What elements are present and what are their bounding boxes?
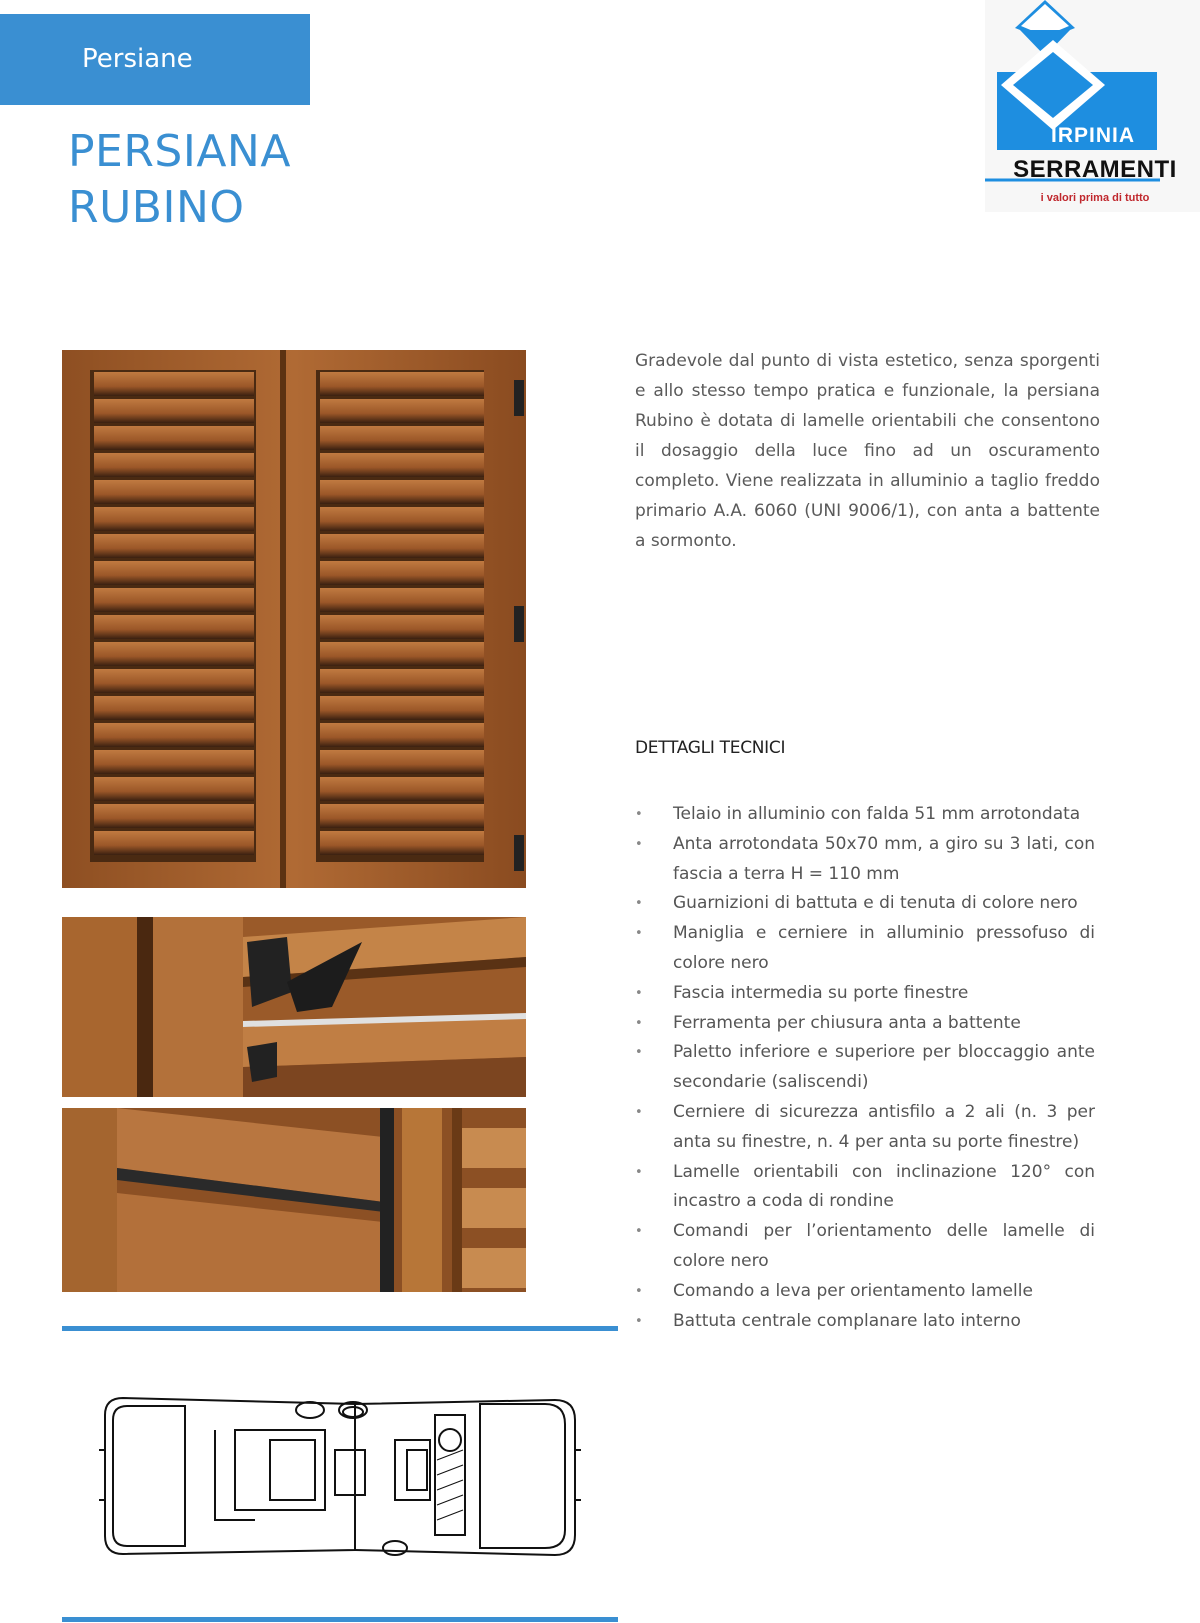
shutter-slat <box>320 750 484 774</box>
logo-name: SERRAMENTI <box>1013 156 1177 183</box>
title-line-2: RUBINO <box>68 182 245 233</box>
list-item: • Comando a leva per orientamento lamelle <box>635 1277 1095 1307</box>
shutter-slat <box>320 399 484 423</box>
category-label: Persiane <box>82 44 193 74</box>
shutter-slat <box>320 669 484 693</box>
page-title <box>68 124 291 236</box>
shutter-slat <box>94 642 254 666</box>
shutter-slat <box>320 453 484 477</box>
shutter-slat <box>94 777 254 801</box>
list-item: • Comandi per l’orientamento delle lamelle di colore nero <box>635 1217 1095 1277</box>
list-item: • Fascia intermedia su porte finestre <box>635 979 1095 1009</box>
shutter-slat <box>94 588 254 612</box>
shutter-slat <box>320 831 484 855</box>
list-item: • Anta arrotondata 50x70 mm, a giro su 3 lati, con fascia a terra H = 110 mm <box>635 830 1095 890</box>
tech-details-list <box>635 800 1095 1336</box>
product-description: Gradevole dal punto di vista estetico, senza sporgenti e allo stesso tempo pratica e funzionale, la persiana Rubino è dotata di lamelle orientabili che consentono il dosaggio della luce fino ad un oscuramento completo. Viene realizzata in alluminio a taglio freddo primario A.A. 6060 (UNI 9006/1), con anta a battente a sormonto. <box>635 351 1100 551</box>
shutter-slat <box>320 615 484 639</box>
shutter-slat <box>94 669 254 693</box>
shutter-slat <box>320 480 484 504</box>
list-item: • Guarnizioni di battuta e di tenuta di colore nero <box>635 889 1095 919</box>
title-line-1: PERSIANA <box>68 126 291 177</box>
shutter-slat <box>320 507 484 531</box>
shutter-slat <box>320 561 484 585</box>
tech-details-heading: DETTAGLI TECNICI <box>635 738 786 758</box>
shutter-slat <box>320 372 484 396</box>
list-item: • Battuta centrale complanare lato interno <box>635 1307 1095 1337</box>
logo-tagline: i valori prima di tutto <box>1040 192 1150 204</box>
hinge-detail-photo <box>62 917 526 1097</box>
shutter-slat <box>94 426 254 450</box>
list-item: • Lamelle orientabili con inclinazione 120° con incastro a coda di rondine <box>635 1158 1095 1218</box>
shutter-slat <box>94 507 254 531</box>
slat-detail-photo <box>62 1108 526 1292</box>
divider-rule <box>62 1326 618 1331</box>
list-item: • Telaio in alluminio con falda 51 mm arrotondata <box>635 800 1095 830</box>
shutter-slat <box>320 426 484 450</box>
shutter-slat <box>94 453 254 477</box>
list-item: • Ferramenta per chiusura anta a battente <box>635 1009 1095 1039</box>
logo-brand: IRPINIA <box>1050 124 1135 147</box>
shutter-slat <box>94 831 254 855</box>
shutter-slat <box>94 372 254 396</box>
shutter-slat <box>94 696 254 720</box>
shutter-slat <box>320 804 484 828</box>
shutter-slat <box>94 480 254 504</box>
list-item: • Cerniere di sicurezza antisfilo a 2 ali (n. 3 per anta su finestre, n. 4 per anta su porte finestre) <box>635 1098 1095 1158</box>
profile-section-drawing <box>95 1390 585 1560</box>
shutter-slat <box>94 804 254 828</box>
shutter-slat <box>320 534 484 558</box>
shutter-slat <box>94 399 254 423</box>
bottom-rule <box>62 1617 618 1622</box>
list-item: • Maniglia e cerniere in alluminio pressofuso di colore nero <box>635 919 1095 979</box>
shutter-slat <box>320 642 484 666</box>
shutter-slat <box>94 750 254 774</box>
shutter-slat <box>94 534 254 558</box>
shutter-slat <box>320 696 484 720</box>
shutter-slat <box>320 723 484 747</box>
shutter-slat <box>94 615 254 639</box>
shutter-slat <box>320 777 484 801</box>
shutter-slat <box>94 723 254 747</box>
shutter-photo <box>62 350 526 888</box>
list-item: • Paletto inferiore e superiore per bloccaggio ante secondarie (saliscendi) <box>635 1038 1095 1098</box>
shutter-slat <box>94 561 254 585</box>
shutter-slat <box>320 588 484 612</box>
